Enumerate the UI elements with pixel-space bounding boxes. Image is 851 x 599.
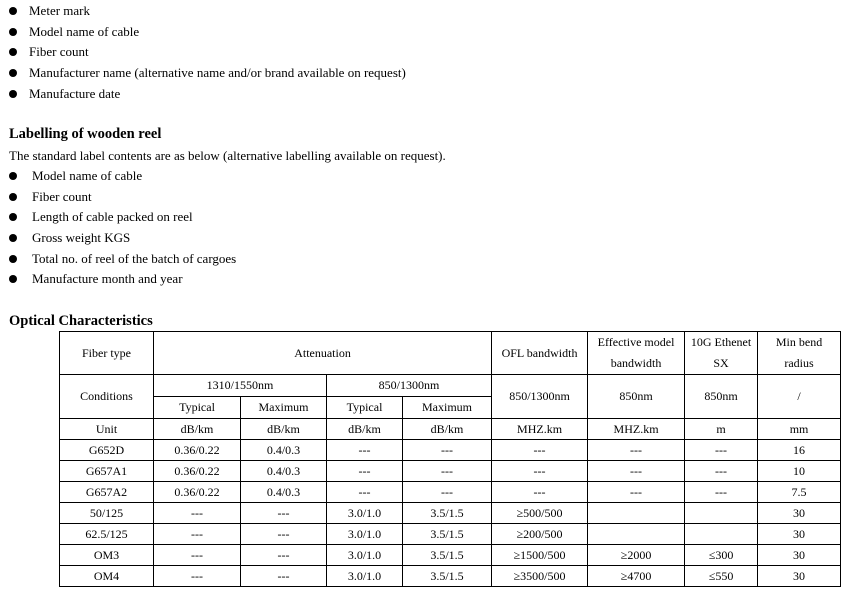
list-item-text: Fiber count — [32, 188, 92, 204]
bullet-icon — [9, 7, 17, 15]
table-cell: --- — [241, 566, 327, 587]
table-cell: 30 — [758, 566, 841, 587]
table-row — [60, 482, 841, 503]
table-row — [60, 545, 841, 566]
table-cell: m — [685, 419, 758, 440]
table-row — [60, 566, 841, 587]
bullet-icon — [9, 28, 17, 36]
table-cell: --- — [403, 461, 492, 482]
table-cell: --- — [403, 440, 492, 461]
optical-characteristics-table — [59, 331, 841, 587]
table-cell: --- — [492, 440, 588, 461]
table-cell — [685, 524, 758, 545]
bullet-icon — [9, 193, 17, 201]
section-heading-optical: Optical Characteristics — [9, 313, 153, 329]
table-cell — [588, 524, 685, 545]
table-cell: mm — [758, 419, 841, 440]
table-cell: MHZ.km — [492, 419, 588, 440]
typical-label: Typical — [154, 397, 241, 419]
table-row — [60, 524, 841, 545]
list-item-text: Model name of cable — [32, 168, 143, 183]
table-cell: G657A2 — [60, 482, 154, 503]
table-cell — [588, 503, 685, 524]
table-cell: 16 — [758, 440, 841, 461]
table-cell: --- — [403, 482, 492, 503]
table-cell: MHZ.km — [588, 419, 685, 440]
table-cell: 3.5/1.5 — [403, 566, 492, 587]
bullet-icon — [9, 255, 17, 263]
list-item-text: Meter mark — [29, 3, 91, 18]
table-cell: 50/125 — [60, 503, 154, 524]
table-cell: ≥1500/500 — [492, 545, 588, 566]
table-cell: --- — [327, 461, 403, 482]
header-ofl-bandwidth: OFL bandwidth — [492, 332, 588, 375]
table-cell: 3.0/1.0 — [327, 545, 403, 566]
table-cell: 10 — [758, 461, 841, 482]
table-cell: ≥2000 — [588, 545, 685, 566]
bullet-icon — [9, 69, 17, 77]
wavelength-1310-1550: 1310/1550nm — [154, 375, 327, 397]
table-cell: G652D — [60, 440, 154, 461]
table-cell: --- — [241, 545, 327, 566]
list-item-text: Total no. of reel of the batch of cargoes — [32, 250, 237, 266]
table-cell: --- — [492, 482, 588, 503]
list-item-text: Fiber count — [29, 44, 89, 60]
table-cell: 0.36/0.22 — [154, 440, 241, 461]
table-cell: --- — [685, 440, 758, 461]
table-cell: --- — [154, 503, 241, 524]
table-cell: --- — [492, 461, 588, 482]
table-cell: 0.4/0.3 — [241, 482, 327, 503]
table-cell: 3.0/1.0 — [327, 503, 403, 524]
list-item-text: Manufacturer name (alternative name and/or brand available on request) — [29, 65, 406, 81]
table-cell: 0.4/0.3 — [241, 440, 327, 461]
table-cell: OM4 — [60, 566, 154, 587]
table-cell: dB/km — [403, 419, 492, 440]
section-heading-wooden-reel: Labelling of wooden reel — [9, 126, 162, 142]
bullet-icon — [9, 48, 17, 56]
table-cell: 30 — [758, 524, 841, 545]
bend-condition: / — [758, 375, 841, 419]
table-cell: ≤550 — [685, 566, 758, 587]
table-cell: --- — [685, 482, 758, 503]
list-item-text: Manufacture date — [29, 85, 121, 101]
table-cell: --- — [327, 482, 403, 503]
table-cell: --- — [241, 503, 327, 524]
list-item-text: Length of cable packed on reel — [32, 209, 193, 225]
emb-condition: 850nm — [588, 375, 685, 419]
header-attenuation: Attenuation — [154, 332, 492, 375]
table-cell: dB/km — [154, 419, 241, 440]
table-cell: ≥500/500 — [492, 503, 588, 524]
table-cell: --- — [588, 440, 685, 461]
table-cell: 0.36/0.22 — [154, 461, 241, 482]
table-row — [60, 440, 841, 461]
header-min-bend-radius: Min bend radius — [758, 332, 841, 375]
table-cell: ≥200/500 — [492, 524, 588, 545]
wavelength-850-1300: 850/1300nm — [327, 375, 492, 397]
table-cell: 3.5/1.5 — [403, 545, 492, 566]
table-cell: 3.5/1.5 — [403, 524, 492, 545]
table-header-row — [60, 332, 841, 375]
table-cell: G657A1 — [60, 461, 154, 482]
table-cell: 0.36/0.22 — [154, 482, 241, 503]
table-cell: dB/km — [327, 419, 403, 440]
bullet-icon — [9, 213, 17, 221]
list-item-text: Gross weight KGS — [32, 230, 131, 246]
conditions-row — [60, 375, 841, 397]
table-cell: --- — [327, 440, 403, 461]
table-cell: 30 — [758, 545, 841, 566]
10g-condition: 850nm — [685, 375, 758, 419]
table-cell: OM3 — [60, 545, 154, 566]
table-cell: --- — [154, 545, 241, 566]
table-cell: --- — [154, 524, 241, 545]
table-cell: dB/km — [241, 419, 327, 440]
table-cell: 30 — [758, 503, 841, 524]
list-item-text: Model name of cable — [29, 23, 140, 39]
table-row — [60, 503, 841, 524]
table-cell: ≥3500/500 — [492, 566, 588, 587]
table-cell: --- — [241, 524, 327, 545]
table-cell: 3.0/1.0 — [327, 566, 403, 587]
bullet-icon — [9, 275, 17, 283]
list-item-text: Manufacture month and year — [32, 271, 183, 287]
table-cell: 3.0/1.0 — [327, 524, 403, 545]
table-cell: --- — [154, 566, 241, 587]
header-effective-bandwidth: Effective model bandwidth — [588, 332, 685, 375]
header-fiber-type: Fiber type — [60, 332, 154, 375]
bullet-icon — [9, 234, 17, 242]
conditions-label: Conditions — [60, 375, 154, 419]
ofl-condition: 850/1300nm — [492, 375, 588, 419]
table-cell: 7.5 — [758, 482, 841, 503]
section-intro: The standard label contents are as below (alternative labelling available on request). — [9, 148, 446, 163]
table-row — [60, 461, 841, 482]
table-cell: Unit — [60, 419, 154, 440]
table-cell: 3.5/1.5 — [403, 503, 492, 524]
table-cell: 62.5/125 — [60, 524, 154, 545]
header-10g-ethernet: 10G Ethenet SX — [685, 332, 758, 375]
maximum-label: Maximum — [241, 397, 327, 419]
bullet-icon — [9, 172, 17, 180]
typical-label: Typical — [327, 397, 403, 419]
table-cell: --- — [685, 461, 758, 482]
table-cell: ≥4700 — [588, 566, 685, 587]
maximum-label: Maximum — [403, 397, 492, 419]
table-cell: --- — [588, 482, 685, 503]
table-cell — [685, 503, 758, 524]
table-cell: ≤300 — [685, 545, 758, 566]
units-row — [60, 419, 841, 440]
bullet-icon — [9, 90, 17, 98]
table-cell: 0.4/0.3 — [241, 461, 327, 482]
table-cell: --- — [588, 461, 685, 482]
